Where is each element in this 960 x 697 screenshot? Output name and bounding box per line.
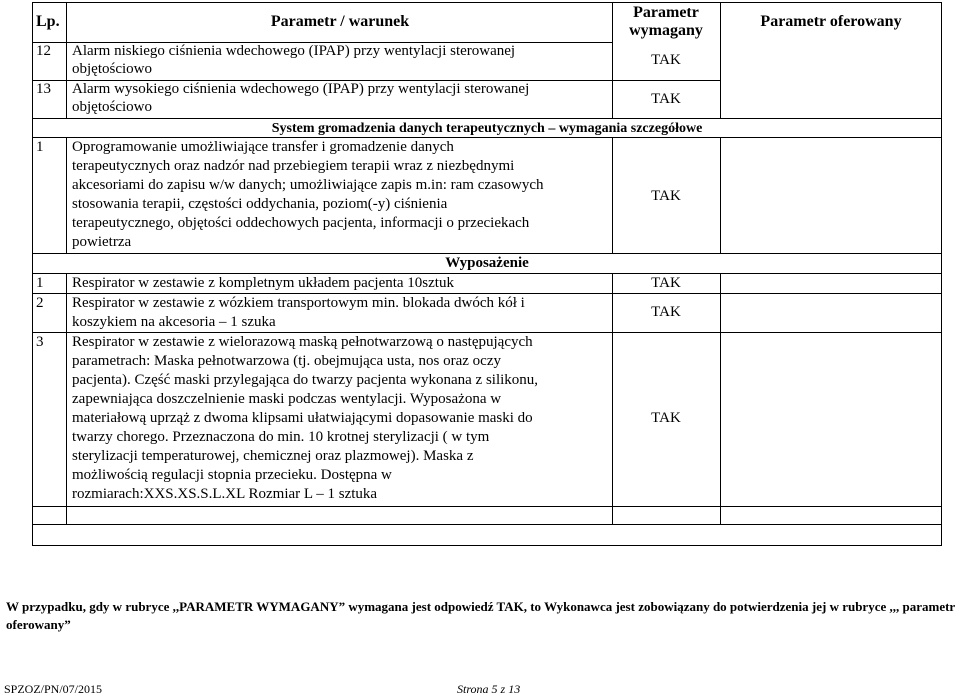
row-value-tak: TAK [651,91,681,107]
row-text-line: powietrza [72,234,132,250]
section-title-system: System gromadzenia danych terapeutycznych – wymagania szczegółowe [271,121,703,136]
header-param-wymagany: Parametr wymagany [629,4,703,39]
row-value-tak: TAK [651,410,681,426]
section-title-wyposazenie: Wyposażenie [445,255,529,271]
row-value-tak: TAK [651,52,681,68]
row-text-line: objętościowo [72,61,152,77]
row-text-line: Oprogramowanie umożliwiające transfer i gromadzenie danych [72,139,454,155]
row-text-line: stosowania terapii, częstości oddychania, poziom(-y) ciśnienia [72,196,448,212]
col-divider [66,137,67,253]
row-lp: 12 [36,43,51,59]
table-border-right [941,2,942,545]
row-text-line: terapeutycznych oraz nadzór nad przebiegiem terapii wraz z niezbędnymi [72,158,515,174]
col-divider [720,273,721,524]
header-param-oferowany: Parametr oferowany [760,13,902,30]
row-lp: 2 [36,295,44,311]
row-text-line: Respirator w zestawie z wielorazową maską pełnotwarzową o następujących [72,334,533,350]
row-text-line: możliwością regulacji stopnia przecieku. Dostępna w [72,467,392,483]
row-text-line: sterylizacji temperaturowej, chemicznej oraz plazmowej). Maska z [72,448,474,464]
row-lp: 1 [36,275,44,291]
note-paragraph: W przypadku, gdy w rubryce ,,PARAMETR WYMAGANY” wymagana jest odpowiedź TAK, to Wykonawca jest zobowiązany do potwierdzenia jej w rubryce ,,, parametr oferowany” [6,599,955,632]
header-lp: Lp. [36,13,60,30]
row-text-line: pacjenta). Część maski przylegająca do twarzy pacjenta wykonana z silikonu, [72,372,539,388]
footer-page-number: Strona 5 z 13 [457,682,521,696]
row-text-line: terapeutycznego, objętości oddechowych pacjenta, informacji o przeciekach [72,215,530,231]
row-text-line: Respirator w zestawie z wózkiem transportowym min. blokada dwóch kół i [72,295,525,311]
col-divider [66,2,67,118]
row-text-line: twarzy chorego. Przeznaczona do min. 10 krotnej sterylizacji ( w tym [72,429,490,445]
row-text-line: materiałową uprząż z dwoma klipsami ułatwiającymi dopasowanie maski do [72,410,533,426]
col-divider [720,137,721,253]
row-divider [32,524,942,525]
row-value-tak: TAK [651,304,681,320]
row-lp: 13 [36,81,51,97]
col-divider [66,273,67,524]
row-text-line: akcesoriami do zapisu w/w danych; umożliwiające zapis m.in: ram czasowych [72,177,544,193]
footer-doc-id: SPZOZ/PN/07/2015 [4,682,103,696]
row-text-line: rozmiarach:XXS.XS.S.L.XL Rozmiar L – 1 sztuka [72,486,378,502]
row-text-line: Alarm wysokiego ciśnienia wdechowego (IPAP) przy wentylacji sterowanej [72,81,530,97]
row-text-line: zapewniająca doszczelnienie maski podczas wentylacji. Wyposażona w [72,391,502,407]
row-lp: 3 [36,334,44,350]
row-lp: 1 [36,139,44,155]
row-value-tak: TAK [651,275,681,291]
row-text-line: Alarm niskiego ciśnienia wdechowego (IPAP) przy wentylacji sterowanej [72,43,516,59]
row-text-line: Respirator w zestawie z kompletnym układem pacjenta 10sztuk [72,275,454,291]
table-border-top [32,2,942,3]
row-text-line: parametrach: Maska pełnotwarzowa (tj. obejmująca usta, nos oraz oczy [72,353,501,369]
table-border-bottom [32,545,942,546]
row-value-tak: TAK [651,188,681,204]
table-border-left [32,2,33,545]
row-text-line: objętościowo [72,99,152,115]
row-divider [32,506,942,507]
header-param-warunek: Parametr / warunek [270,13,410,30]
row-text-line: koszykiem na akcesoria – 1 szuka [72,314,276,330]
